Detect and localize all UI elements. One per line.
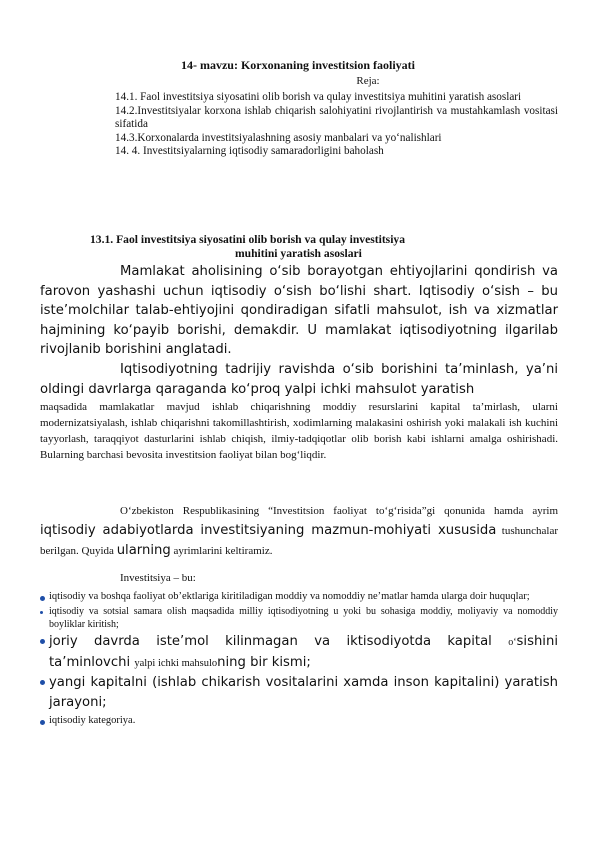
plan-item: 14. 4. Investitsiyalarning iqtisodiy samaradorligini baholash (115, 145, 384, 157)
paragraph-2-large: Iqtisodiyotning tadrijiy ravishda o‘sib borishini ta’minlash, ya’ni oldingi davrlarga qaraganda ko‘proq yalpi ichki mahsulot yaratish (40, 362, 558, 397)
list-item: yangi kapitalni (ishlab chikarish vositalarini xamda inson kapitalini) yaratish jarayoni; (40, 673, 558, 712)
paragraph-3-part: tushunchalar berilgan. (40, 525, 558, 557)
paragraph-3-part: iqtisodiy adabiyotlarda investitsiyaning mazmun-mohiyati xususida (40, 523, 497, 538)
list-item-part: joriy davrda iste’mol kilinmagan va iktisodiyotda kapital (49, 634, 492, 649)
paragraph-2-small: maqsadida mamlakatlar mavjud ishlab chiqarishning moddiy resurslarini kapital ta’mirlash, ularni modernizatsiyalash, ishlab chiqarishni takomillashtirish, xodimlarning malakasini oshirish yoki malakali ish kuchini tayyorlash, taraqqiyot dasturlarini ishlab chiqish, ilmiy-tadqiqotlar olib borish kabi ishlarni amalga oshirishadi. Bularning barchasi bevosita investitsion faoliyat bilan bog‘liqdir. (40, 401, 558, 461)
paragraph-1: Mamlakat aholisining o‘sib borayotgan ehtiyojlarini qondirish va farovon yashashi uchun iqtisodiy o‘sish bo‘lishi shart. Iqtisodiy o‘sish – bu iste’molchilar talab-ehtiyojini qondiradigan sifatli mahsulot, ish va xizmatlar hajmining ko‘payib borishi, demakdir. U mamlakat iqtisodiyotning ilgarilab rivojlanib borishini anglatadi. (40, 264, 558, 357)
plan-item: 14.1. Faol investitsiya siyosatini olib borish va qulay investitsiya muhitini yaratish asoslari (115, 91, 522, 103)
paragraph-3-part: ayrimlarini keltiramiz. (173, 545, 273, 557)
paragraph-3-part: ularning (116, 543, 171, 558)
paragraph-3 (40, 502, 558, 561)
plan-list (115, 91, 558, 159)
list-item: iqtisodiy kategoriya. (40, 714, 558, 728)
list-item-part: o‘ (508, 637, 517, 648)
list-item (40, 632, 558, 673)
paragraph-4: Investitsiya – bu: (120, 572, 196, 584)
section-heading-line2: muhitini yaratish asoslari (235, 247, 362, 260)
list-item: iqtisodiy va sotsial samara olish maqsadida milliy iqtisodiyotning u yoki bu sohasiga moddiy, moliyaviy va nomoddiy boyliklar kiritish; (40, 605, 558, 631)
bullet-list (40, 590, 558, 728)
section-heading-line1: 13.1. Faol investitsiya siyosatini olib borish va qulay investitsiya (90, 233, 406, 246)
plan-item: 14.2.Investitsiyalar korxona ishlab chiqarish salohiyatini rivojlantirish va mustahkamlash vositasi sifatida (115, 104, 558, 130)
list-item: iqtisodiy va boshqa faoliyat ob’ektlariga kiritiladigan moddiy va nomoddiy ne’matlar hamda ularga doir huquqlar; (40, 590, 558, 604)
paragraph-2 (40, 360, 558, 463)
list-item-part: yalpi ichki mahsulo (134, 657, 218, 669)
list-item-part: ning bir kismi; (217, 654, 311, 670)
list-item-part: sishini ta’minlovchi (49, 634, 558, 670)
plan-label: Reja: (356, 75, 380, 87)
page-title: 14- mavzu: Korxonaning investitsion faoliyati (180, 58, 415, 72)
section-heading (90, 233, 520, 261)
plan-item: 14.3.Korxonalarda investitsiyalashning asosiy manbalari va yo‘nalishlari (115, 131, 442, 144)
paragraph-3-part: Quyida (81, 545, 114, 557)
paragraph-3-part: O‘zbekiston Respublikasining “Investitsion faoliyat to‘g‘risida”gi qonunida hamda ayrim (120, 505, 558, 517)
